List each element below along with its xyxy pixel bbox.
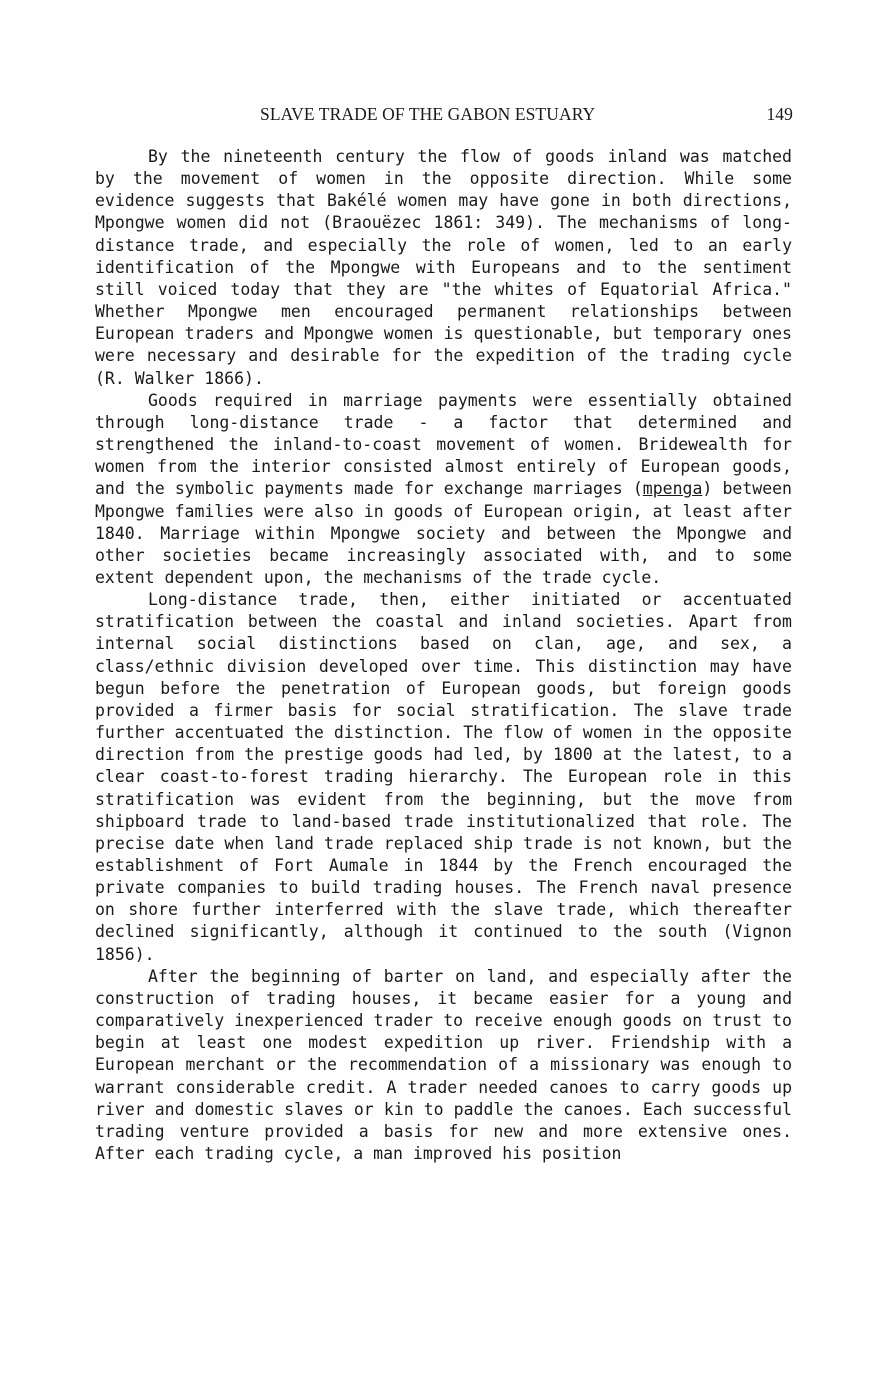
paragraph-2 (95, 390, 792, 589)
term-mpenga: mpenga (642, 479, 703, 499)
paragraph-1: By the nineteenth century the flow of goods inland was matched by the movement of women in the opposite direction. While some evidence suggests that Bakélé women may have gone in both directions, Mpongwe women did not (Braouëzec 1861: 349). The mechanisms of long-distance trade, and especially the role of women, led to an early identification of the Mpongwe with Europeans and to the sentiment still voiced today that they are "the whites of Equatorial Africa." Whether Mpongwe men encouraged permanent relationships between European traders and Mpongwe women is questionable, but temporary ones were necessary and desirable for the expedition of the trading cycle (R. Walker 1866). (95, 147, 792, 388)
paragraph-2-part-2: ) between Mpongwe families were also in goods of European origin, at least after 1840. Marriage within Mpongwe society and between the Mpongwe and other societies became increasingly associated with, and to some extent dependent upon, the mechanisms of the trade cycle. (95, 479, 792, 587)
running-title: SLAVE TRADE OF THE GABON ESTUARY (260, 104, 596, 124)
page-number: 149 (766, 104, 793, 124)
running-head (260, 103, 793, 125)
body-text (95, 146, 792, 1165)
paragraph-3: Long-distance trade, then, either initiated or accentuated stratification between the coastal and inland societies. Apart from internal social distinctions based on clan, age, and sex, a class/ethnic division developed over time. This distinction may have begun before the penetration of European goods, but foreign goods provided a firmer basis for social stratification. The slave trade further accentuated the distinction. The flow of women in the opposite direction from the prestige goods had led, by 1800 at the latest, to a clear coast-to-forest trading hierarchy. The European role in this stratification was evident from the beginning, but the move from shipboard trade to land-based trade institutionalized that role. The precise date when land trade replaced ship trade is not known, but the establishment of Fort Aumale in 1844 by the French encouraged the private companies to build trading houses. The French naval presence on shore further interferred with the slave trade, which thereafter declined significantly, although it continued to the south (Vignon 1856). (95, 590, 792, 964)
paragraph-4: After the beginning of barter on land, and especially after the construction of trading houses, it became easier for a young and comparatively inexperienced trader to receive enough goods on trust to begin at least one modest expedition up river. Friendship with a European merchant or the recommendation of a missionary was enough to warrant considerable credit. A trader needed canoes to carry goods up river and domestic slaves or kin to paddle the canoes. Each successful trading venture provided a basis for new and more extensive ones. After each trading cycle, a man improved his position (95, 966, 792, 1164)
paragraph-2-part-1: Goods required in marriage payments were essentially obtained through long-distance trade - a factor that determined and strengthened the inland-to-coast movement of women. Bridewealth for women from the interior consisted almost entirely of European goods, and the symbolic payments made for exchange marriages ( (95, 390, 792, 499)
